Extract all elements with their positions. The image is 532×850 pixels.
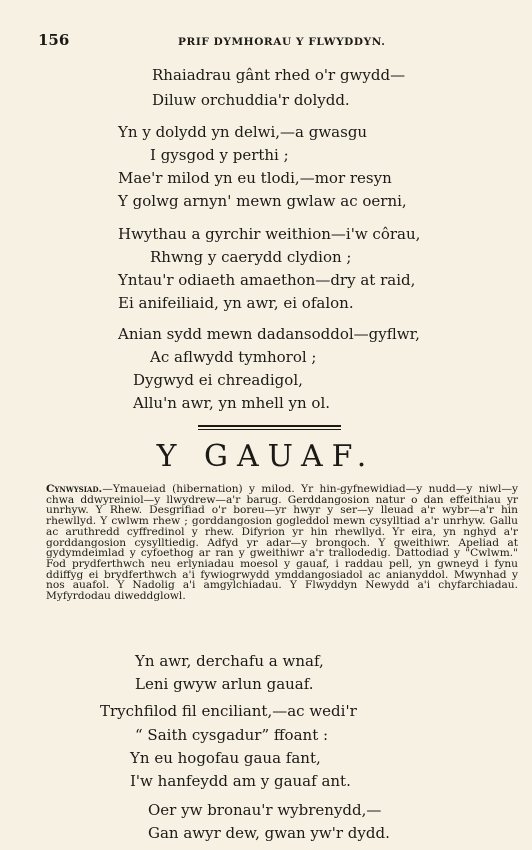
poem-line: Y golwg arnyn' mewn gwlaw ac oerni, (118, 192, 407, 210)
poem-line: Yn awr, derchafu a wnaf, (135, 652, 324, 670)
poem-line: Ac aflwydd tymhorol ; (150, 348, 317, 366)
poem-line: Oer yw bronau'r wybrenydd,— (148, 801, 382, 819)
section-rule (198, 429, 341, 430)
poem-line: Hwythau a gyrchir weithion—i'w côrau, (118, 225, 421, 243)
poem-line: Rhwng y caerydd clydion ; (150, 248, 352, 266)
summary-text: —Ymaueiad (hibernation) y milod. Yr hin-gyfnewidiad—y nudd—y niwl—y chwa ddwyreiniol—y llwydrew—a'r barug. Gerddangosion natur o dan effeithiau yr unrhyw. Y Rhew. Desgrifiad o'r boreu—yr hwyr y ser—y lleuad a'r wybr—a'r hin rhewllyd. Y cwlwm rhew ; gorddangosion gogleddol mewn cysylltiad a'r unrhyw. Gallu ac aruthredd cyffredinol y rhew. Difyrion yr hin rhewllyd. Yr eira, yn nghyd a'r gorddangosion cysylltiedig. Adfyd yr adar—y brongoch. Y gweithiwr. Apeliad at gydymdeimlad y cyfoethog ar ran y gweithiwr a'r trallodedig. Dattodiad y "Cwlwm." Fod prydferthwch neu erlyniadau moesol y gauaf, i raddau pell, yn gwneyd i fynu ddiffyg ei brydferthwch a'i fywiogrwydd ymddangosiadol ac anianyddol. Mwynhad y nos auafol. Y Nadolig a'i amgylchiadau. Y Flwyddyn Newydd a'i chyfarchiadau. Myfyrdodau diweddglowl. (46, 483, 518, 603)
poem-line: I'w hanfeydd am y gauaf ant. (130, 772, 351, 790)
poem-line: Dygwyd ei chreadigol, (133, 371, 303, 389)
poem-line: Allu'n awr, yn mhell yn ol. (133, 394, 331, 412)
running-head: PRIF DYMHORAU Y FLWYDDYN. (178, 36, 386, 48)
poem-line: Anian sydd mewn dadansoddol—gyflwr, (118, 325, 420, 343)
section-summary (46, 484, 518, 602)
poem-line: “ Saith cysgadur” ffoant : (135, 726, 329, 744)
poem-line: Yn eu hogofau gaua fant, (130, 749, 321, 767)
poem-line: Yntau'r odiaeth amaethon—dry at raid, (118, 271, 416, 289)
poem-line: Yn y dolydd yn delwi,—a gwasgu (118, 123, 368, 141)
poem-line: Diluw orchuddia'r dolydd. (152, 91, 350, 109)
section-title: Y GAUAF. (156, 439, 376, 474)
section-rule (198, 425, 341, 427)
poem-line: Trychfilod fil enciliant,—ac wedi'r (100, 702, 357, 720)
poem-line: Mae'r milod yn eu tlodi,—mor resyn (118, 169, 392, 187)
poem-line: Ei anifeiliaid, yn awr, ei ofalon. (118, 294, 354, 312)
poem-line: I gysgod y perthi ; (150, 146, 289, 164)
poem-line: Rhaiadrau gânt rhed o'r gwydd— (152, 66, 406, 84)
page-number: 156 (38, 31, 70, 49)
summary-lead: Cynwysiad. (46, 483, 103, 495)
poem-line: Leni gwyw arlun gauaf. (135, 675, 314, 693)
poem-line: Gan awyr dew, gwan yw'r dydd. (148, 824, 390, 842)
